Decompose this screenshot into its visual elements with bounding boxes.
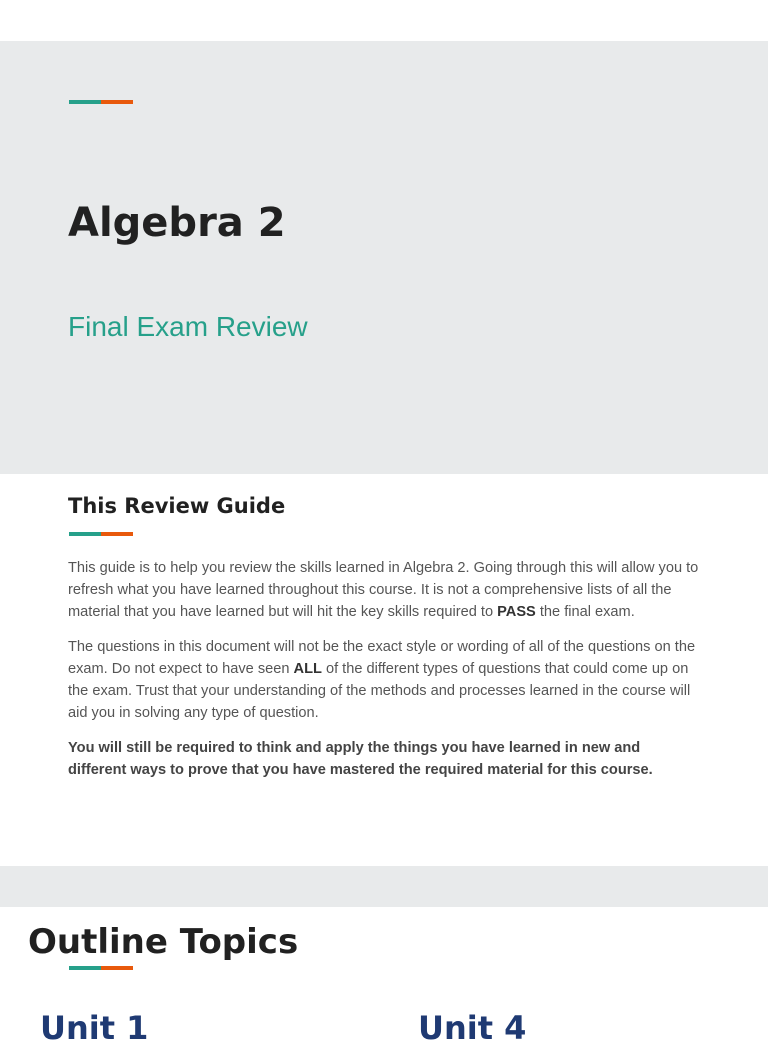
outline-topics-heading: Outline Topics (28, 922, 299, 962)
emphasis-all: ALL (293, 661, 322, 677)
unit-1-heading: Unit 1 (40, 1009, 149, 1047)
page-top-margin (0, 0, 768, 41)
accent-bar (69, 100, 133, 104)
guide-paragraph-1-tail: the final exam. (535, 604, 635, 620)
guide-paragraph-2 (68, 636, 702, 724)
accent-bar (69, 532, 133, 536)
review-guide-section (68, 490, 708, 781)
accent-bar-teal (69, 532, 101, 536)
accent-bar-teal (69, 100, 101, 104)
accent-bar-orange (101, 532, 133, 536)
accent-bar-orange (101, 966, 133, 970)
guide-paragraph-1-text: This guide is to help you review the skills learned in Algebra 2. Going through this will allow you to refresh what you have learned throughout this course. It is not a comprehensive lists of all the material that you have learned but will hit the key skills required to (68, 560, 699, 620)
unit-4-heading: Unit 4 (418, 1009, 527, 1047)
guide-paragraph-2-tail: of the different types of questions that could come up on the exam. Trust that your understanding of the methods and processes learned in the course will aid you in solving any type of question. (68, 661, 691, 721)
section-divider-band (0, 866, 768, 907)
guide-paragraph-1 (68, 557, 702, 623)
accent-bar (69, 966, 133, 970)
guide-paragraph-2-text: The questions in this document will not be the exact style or wording of all of the questions on the exam. Do not expect to have seen (68, 639, 696, 677)
cover-panel (0, 41, 768, 474)
accent-bar-teal (69, 966, 101, 970)
document-title: Algebra 2 (68, 200, 286, 246)
review-guide-heading: This Review Guide (68, 494, 286, 518)
emphasis-pass: PASS (497, 604, 536, 620)
accent-bar-orange (101, 100, 133, 104)
document-subtitle: Final Exam Review (68, 311, 308, 342)
guide-paragraph-3: You will still be required to think and apply the things you have learned in new and different ways to prove that you have mastered the required material for this course. (68, 740, 653, 778)
